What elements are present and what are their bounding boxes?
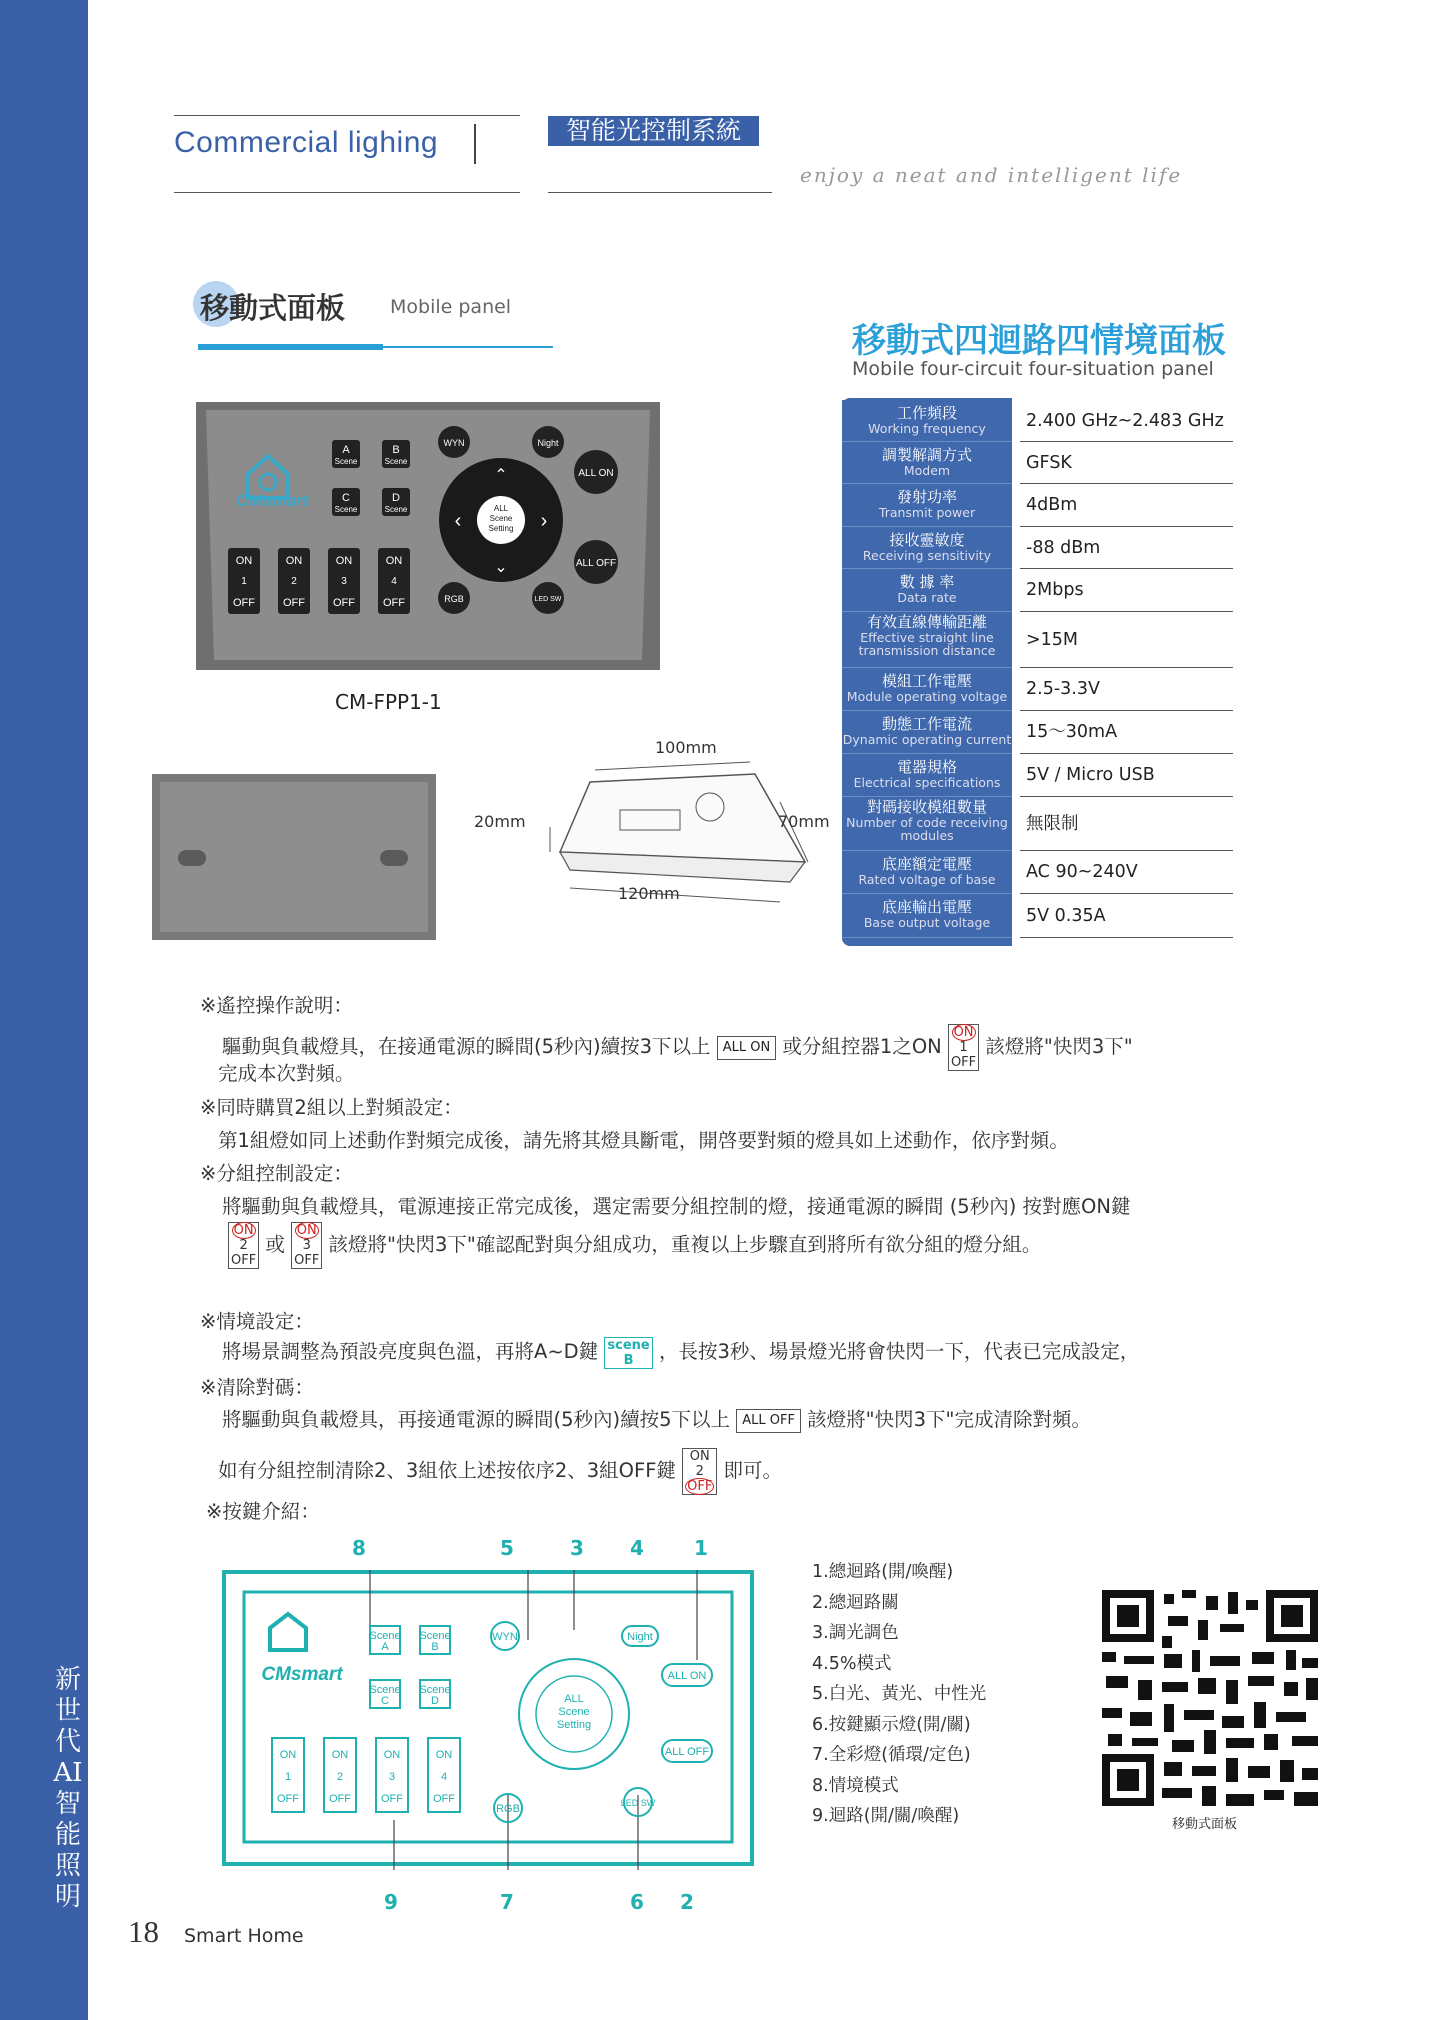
- svg-text:OFF: OFF: [329, 1793, 351, 1805]
- section-title: 移動式面板: [200, 291, 346, 325]
- group-line2: ON 2 OFF 或 ON 3 OFF 該燈將"快閃3下"確認配對與分組成功，重複以上步驟直到將所有欲分組的燈分組。: [228, 1222, 1041, 1269]
- key-number: 8: [352, 1536, 366, 1560]
- svg-text:OFF: OFF: [381, 1793, 403, 1805]
- product-title: 移動式四迴路四情境面板: [852, 321, 1226, 361]
- svg-text:4: 4: [440, 1771, 448, 1783]
- key-list-item: 2.總迴路關: [812, 1592, 899, 1613]
- group-title: ※分組控制設定：: [200, 1162, 353, 1185]
- circuit-switch-1[interactable]: [228, 548, 260, 614]
- section-subtitle: Mobile panel: [390, 296, 512, 318]
- dimension-bottom: 120mm: [618, 884, 680, 903]
- svg-text:OFF: OFF: [383, 597, 405, 609]
- product-model: CM-FPP1-1: [335, 690, 442, 714]
- header-right-title: 智能光控制系統: [548, 116, 759, 146]
- arrow-up-icon: ⌃: [494, 467, 508, 484]
- svg-text:Scene: Scene: [419, 1684, 451, 1696]
- svg-text:1: 1: [241, 576, 247, 587]
- key-diagram: [222, 1570, 756, 1870]
- spec-label-zh: 模組工作電壓: [881, 672, 972, 690]
- svg-text:ALL: ALL: [493, 504, 509, 513]
- spec-label-zh: 數 據 率: [899, 573, 955, 591]
- key-list-item: 7.全彩燈(循環/定色): [812, 1745, 971, 1765]
- spec-label: [842, 754, 1012, 797]
- spec-value: 無限制: [1020, 797, 1233, 851]
- svg-text:ON: ON: [285, 555, 303, 567]
- svg-text:Scene: Scene: [558, 1706, 590, 1718]
- spec-label-en: Number of code receiving modules: [846, 815, 1008, 843]
- spec-label: [842, 711, 1012, 754]
- arrow-right-icon: ›: [540, 510, 548, 532]
- header-rule: [548, 192, 772, 193]
- circuit-switch-2[interactable]: [278, 548, 310, 614]
- spec-value: 5V 0.35A: [1020, 894, 1233, 938]
- spec-label-en: Working frequency: [868, 421, 986, 436]
- qr-label: 移動式面板: [1172, 1817, 1238, 1832]
- switch-2-off-key: ON 2 OFF: [682, 1448, 717, 1495]
- spec-label-en: Dynamic operating current: [842, 732, 1012, 747]
- clear-line1: 將驅動與負載燈具，再接通電源的瞬間(5秒內)續按5下以上 ALL OFF 該燈將"快閃3下"完成清除對頻。: [222, 1408, 1091, 1431]
- dimension-diagram: [540, 752, 830, 912]
- key-number: 6: [630, 1890, 644, 1914]
- header-rule: [174, 192, 520, 193]
- header-rule: [174, 115, 520, 116]
- section-underline: [198, 344, 383, 350]
- svg-text:Scene: Scene: [334, 457, 358, 466]
- spec-label-en: Transmit power: [878, 505, 976, 520]
- all-off-key: ALL OFF: [736, 1409, 801, 1433]
- section-underline-thin: [383, 346, 553, 348]
- spec-label-zh: 電器規格: [896, 758, 957, 776]
- svg-text:OFF: OFF: [433, 1793, 455, 1805]
- key-number: 7: [500, 1890, 514, 1914]
- remote-line1: 驅動與負載燈具，在接通電源的瞬間(5秒內)續按3下以上 ALL ON 或分組控器1之ON ON 1 OFF 該燈將"快閃3下": [222, 1025, 1133, 1070]
- svg-text:ON: ON: [385, 555, 403, 567]
- dimension-top: 100mm: [655, 738, 717, 757]
- spec-label: [842, 894, 1012, 938]
- svg-text:ON: ON: [383, 1749, 401, 1761]
- spec-label: [842, 527, 1012, 569]
- key-list-item: 6.按鍵顯示燈(開/關): [812, 1714, 971, 1735]
- svg-text:RGB: RGB: [496, 1803, 520, 1815]
- svg-text:ON: ON: [335, 555, 353, 567]
- svg-text:ALL: ALL: [564, 1693, 584, 1705]
- spec-label-zh: 有效直線傳輸距離: [866, 613, 987, 631]
- spec-label-en: Data rate: [897, 590, 957, 605]
- svg-text:ALL OFF: ALL OFF: [575, 558, 617, 569]
- circuit-switch-4[interactable]: [378, 548, 410, 614]
- svg-text:Scene: Scene: [419, 1630, 451, 1642]
- svg-text:ON: ON: [279, 1749, 297, 1761]
- multi-title: ※同時購買2組以上對頻設定：: [200, 1096, 463, 1119]
- svg-text:D: D: [392, 492, 400, 504]
- page-number: 18: [128, 1914, 159, 1949]
- svg-text:LED SW: LED SW: [620, 1798, 656, 1808]
- svg-text:LED SW: LED SW: [534, 596, 562, 603]
- header-divider: [474, 124, 476, 164]
- svg-text:A: A: [342, 444, 350, 456]
- svg-text:Night: Night: [627, 1631, 653, 1643]
- svg-text:Scene: Scene: [384, 505, 408, 514]
- product-subtitle: Mobile four-circuit four-situation panel: [852, 358, 1214, 380]
- scene-b-key: scene B: [604, 1337, 652, 1369]
- dimension-left: 20mm: [474, 812, 526, 831]
- all-on-key: ALL ON: [717, 1036, 776, 1060]
- spec-value: AC 90~240V: [1020, 851, 1233, 894]
- clear-title: ※清除對碼：: [200, 1376, 314, 1399]
- spec-label: [842, 442, 1012, 484]
- key-list-item: 9.迴路(開/關/喚醒): [812, 1806, 960, 1826]
- spec-value: GFSK: [1020, 442, 1233, 484]
- spec-label-zh: 底座額定電壓: [881, 855, 972, 873]
- svg-text:B: B: [392, 444, 400, 456]
- switch-3-key: ON 3 OFF: [291, 1222, 322, 1269]
- header-tagline: enjoy a neat and intelligent life: [800, 163, 1183, 187]
- svg-text:1: 1: [284, 1771, 292, 1783]
- key-list-item: 3.調光調色: [812, 1623, 899, 1643]
- key-list: [812, 1557, 986, 1832]
- svg-text:4: 4: [391, 576, 397, 587]
- spec-value: 5V / Micro USB: [1020, 754, 1233, 797]
- key-list-item: 1.總迴路(開/喚醒): [812, 1562, 954, 1582]
- svg-text:Scene: Scene: [334, 505, 358, 514]
- key-number: 2: [680, 1890, 694, 1914]
- spec-value: >15M: [1020, 612, 1233, 668]
- svg-text:ON: ON: [435, 1749, 453, 1761]
- multi-line1: 第1組燈如同上述動作對頻完成後，請先將其燈具斷電，開啓要對頻的燈具如上述動作，依序對頻。: [218, 1129, 1069, 1152]
- base-plate-image: [152, 774, 436, 940]
- key-number: 5: [500, 1536, 514, 1560]
- spec-label-en: Electrical specifications: [853, 775, 1001, 790]
- svg-text:OFF: OFF: [283, 597, 305, 609]
- spec-value: 2Mbps: [1020, 569, 1233, 612]
- spec-value: 4dBm: [1020, 484, 1233, 527]
- svg-text:Night: Night: [537, 438, 559, 448]
- spec-label-zh: 工作頻段: [896, 404, 957, 422]
- svg-text:Setting: Setting: [556, 1719, 592, 1731]
- panel-brand: CMsmart: [236, 491, 309, 510]
- spec-label-zh: 調製解調方式: [881, 446, 972, 464]
- svg-text:WYN: WYN: [443, 438, 465, 448]
- svg-text:2: 2: [336, 1771, 344, 1783]
- switch-1-key: ON 1 OFF: [948, 1024, 979, 1071]
- spec-value: 2.5-3.3V: [1020, 668, 1233, 711]
- arrow-left-icon: ‹: [454, 510, 462, 532]
- spec-label-en: Effective straight line transmission distance: [858, 630, 996, 658]
- qr-code-icon[interactable]: [1102, 1590, 1318, 1806]
- key-list-item: 8.情境模式: [812, 1775, 899, 1796]
- svg-text:RGB: RGB: [444, 594, 464, 604]
- svg-text:ALL OFF: ALL OFF: [664, 1746, 710, 1758]
- spec-value: 15～30mA: [1020, 711, 1233, 754]
- spec-label: [842, 851, 1012, 894]
- spec-label: [842, 612, 1012, 668]
- switch-2-key: ON 2 OFF: [228, 1222, 259, 1269]
- spec-label: [842, 569, 1012, 612]
- svg-text:Scene: Scene: [384, 457, 408, 466]
- circuit-switch-3[interactable]: [328, 548, 360, 614]
- spec-label-zh: 底座輸出電壓: [881, 898, 972, 916]
- key-number: 1: [694, 1536, 708, 1560]
- spec-label-en: Modem: [903, 463, 951, 478]
- svg-text:ALL ON: ALL ON: [667, 1670, 707, 1682]
- key-number: 3: [570, 1536, 584, 1560]
- svg-text:3: 3: [341, 576, 347, 587]
- arrow-down-icon: ⌄: [494, 559, 508, 576]
- sidebar-vertical-title: 新 世 代 AI 智 能 照 明: [53, 1665, 83, 1912]
- key-list-item: 4.5%模式: [812, 1653, 892, 1674]
- spec-label: [842, 400, 1012, 442]
- svg-text:D: D: [431, 1695, 439, 1707]
- svg-text:CMsmart: CMsmart: [261, 1664, 343, 1685]
- spec-label-en: Rated voltage of base: [858, 872, 996, 887]
- svg-text:ON: ON: [235, 555, 253, 567]
- spec-value: 2.400 GHz~2.483 GHz: [1020, 400, 1233, 442]
- spec-label-en: Base output voltage: [863, 915, 991, 930]
- spec-label-zh: 接收靈敏度: [889, 531, 965, 549]
- svg-text:WYN: WYN: [492, 1631, 518, 1643]
- key-number: 9: [384, 1890, 398, 1914]
- svg-text:Scene: Scene: [369, 1684, 401, 1696]
- scene-line1: 將場景調整為預設亮度與色溫，再將A~D鍵 scene B ，長按3秒、場景燈光將會快閃一下，代表已完成設定，: [222, 1337, 1140, 1368]
- svg-text:OFF: OFF: [277, 1793, 299, 1805]
- svg-text:A: A: [381, 1641, 389, 1653]
- svg-text:2: 2: [291, 576, 297, 587]
- page-footer-tag: Smart Home: [184, 1925, 304, 1947]
- scene-title: ※情境設定：: [200, 1310, 314, 1333]
- svg-text:OFF: OFF: [233, 597, 255, 609]
- clear-line2: 如有分組控制清除2、3組依上述按依序2、3組OFF鍵 ON 2 OFF 即可。: [218, 1449, 783, 1494]
- svg-text:ALL ON: ALL ON: [578, 468, 614, 479]
- svg-text:C: C: [342, 492, 350, 504]
- spec-label-en: Receiving sensitivity: [862, 548, 992, 563]
- diagram-circuit-switches: [272, 1738, 460, 1812]
- spec-label-zh: 對碼接收模組數量: [866, 798, 987, 816]
- spec-label-zh: 動態工作電流: [881, 715, 972, 733]
- remote-line2: 完成本次對頻。: [218, 1062, 355, 1085]
- svg-text:3: 3: [388, 1771, 396, 1783]
- svg-text:C: C: [381, 1695, 389, 1707]
- spec-label: [842, 797, 1012, 851]
- svg-text:Scene: Scene: [489, 514, 513, 523]
- product-panel-image: [196, 402, 660, 672]
- svg-text:OFF: OFF: [333, 597, 355, 609]
- svg-text:Setting: Setting: [488, 524, 514, 533]
- spec-label: [842, 484, 1012, 527]
- spec-label-en: Module operating voltage: [846, 689, 1008, 704]
- group-line1: 將驅動與負載燈具，電源連接正常完成後，選定需要分組控制的燈，接通電源的瞬間 (5秒內) 按對應ON鍵: [222, 1195, 1131, 1218]
- key-list-item: 5.白光、黃光、中性光: [812, 1684, 987, 1704]
- spec-value: -88 dBm: [1020, 527, 1233, 569]
- dimension-right: 70mm: [778, 812, 830, 831]
- svg-text:Scene: Scene: [369, 1630, 401, 1642]
- remote-title: ※遙控操作說明：: [200, 994, 353, 1017]
- svg-text:ON: ON: [331, 1749, 349, 1761]
- spec-label-zh: 發射功率: [896, 488, 957, 506]
- key-number: 4: [630, 1536, 644, 1560]
- spec-label: [842, 668, 1012, 711]
- header-left-title: Commercial lighing: [174, 126, 439, 159]
- keys-title: ※按鍵介紹：: [206, 1500, 320, 1523]
- svg-text:B: B: [431, 1641, 439, 1653]
